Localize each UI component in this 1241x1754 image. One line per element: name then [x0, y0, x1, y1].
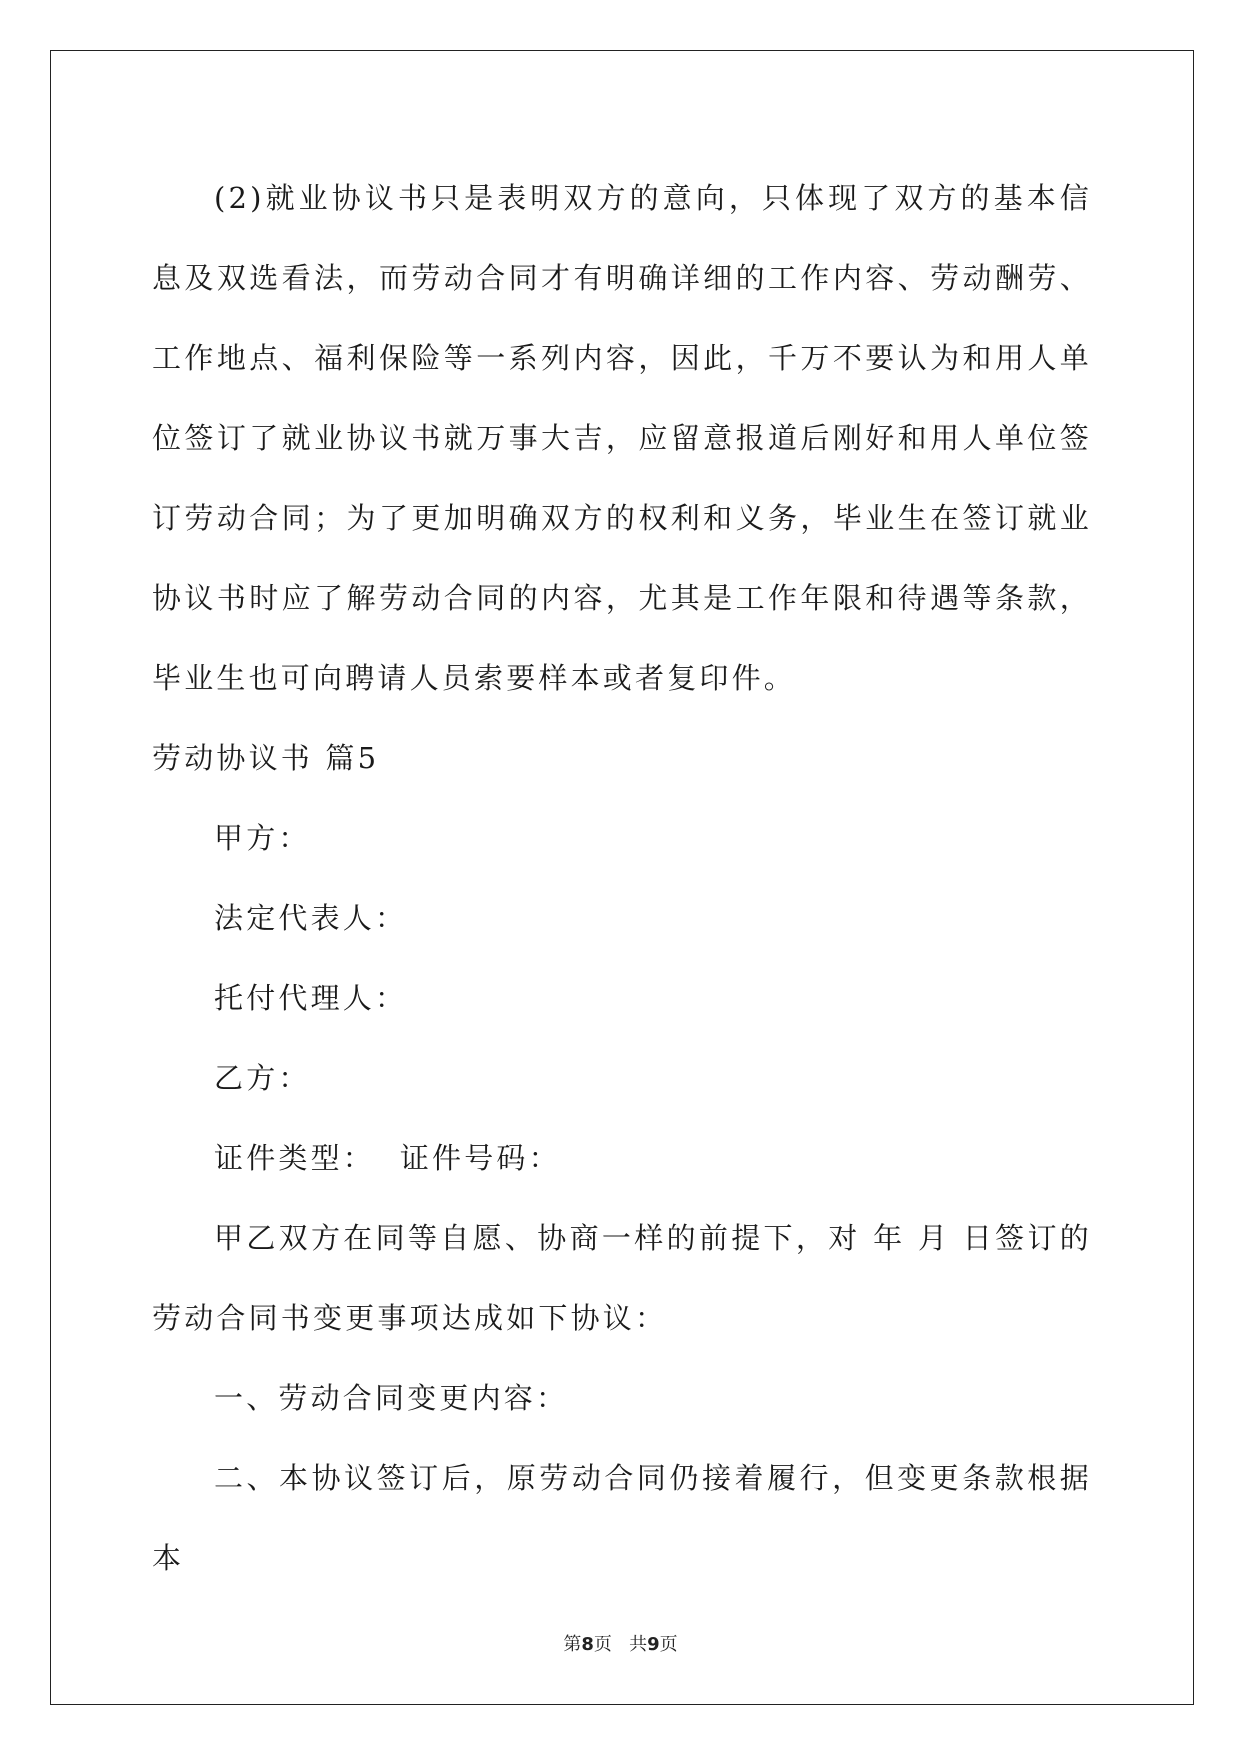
clause-item-2: 二、本协议签订后，原劳动合同仍接着履行，但变更条款根据本 [152, 1461, 1092, 1575]
footer-middle: 页 共 [593, 1634, 648, 1655]
party-a-field: 甲方： [214, 821, 311, 855]
paragraph-employment-agreement: (2)就业协议书只是表明双方的意向，只体现了双方的基本信息及双选看法，而劳动合同才有明确详细的工作内容、劳动酬劳、工作地点、福利保险等一系列内容，因此，千万不要认为和用人单位签订了就业协议书就万事大吉，应留意报道后刚好和用人单位签订劳动合同；为了更加明确双方的权利和义务，毕业生在签订就业协议书时应了解劳动合同的内容，尤其是工作年限和待遇等条款，毕业生也可向聘请人员索要样本或者复印件。 [152, 181, 1092, 695]
clause-item-1: 一、劳动合同变更内容： [214, 1381, 569, 1415]
party-b-field: 乙方： [214, 1061, 311, 1095]
section-heading: 劳动协议书 篇5 [152, 741, 380, 775]
footer-suffix: 页 [659, 1634, 678, 1655]
document-body [152, 158, 1092, 1598]
page-footer [0, 1630, 1241, 1656]
footer-total-pages: 9 [647, 1634, 660, 1655]
paragraph-agreement-intro: 甲乙双方在同等自愿、协商一样的前提下，对 年 月 日签订的劳动合同书变更事项达成如下协议： [152, 1221, 1092, 1335]
footer-page-number: 8 [581, 1634, 594, 1655]
footer-prefix: 第 [563, 1634, 582, 1655]
id-type-number-field: 证件类型： 证件号码： [214, 1141, 561, 1175]
agent-field: 托付代理人： [214, 981, 408, 1015]
legal-representative-field: 法定代表人： [214, 901, 408, 935]
